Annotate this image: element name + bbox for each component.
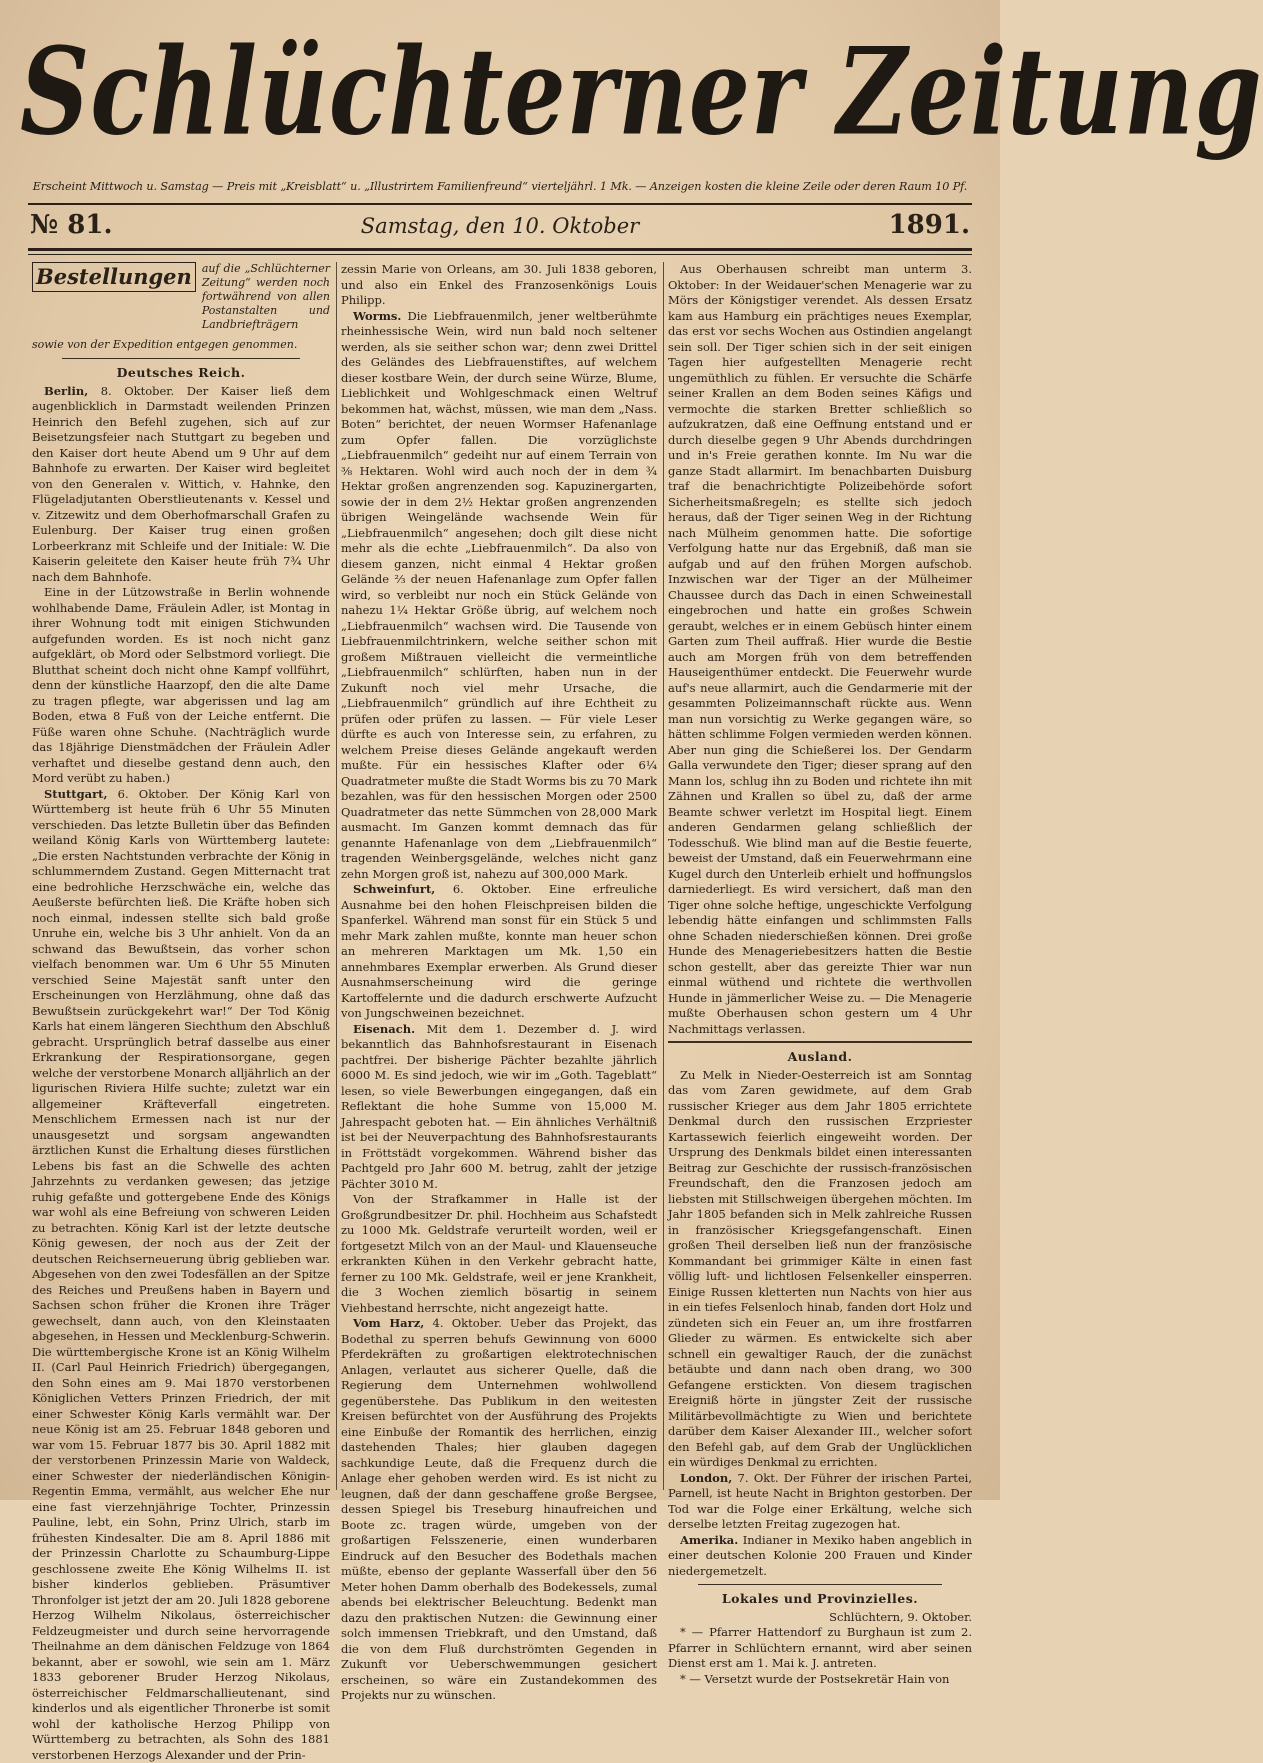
article-lead: Stuttgart, bbox=[44, 787, 107, 801]
article-lead: Vom Harz, bbox=[353, 1316, 424, 1330]
article-eisenach bbox=[341, 1022, 657, 1193]
issue-year: 1891. bbox=[889, 210, 970, 240]
section-heading: Ausland. bbox=[668, 1049, 972, 1065]
article-worms bbox=[341, 309, 657, 883]
section-heading: Deutsches Reich. bbox=[32, 365, 330, 381]
article-lead: Eisenach. bbox=[353, 1022, 415, 1036]
article-continuation: zessin Marie von Orleans, am 30. Juli 1838 geboren, und also ein Enkel des Franzosenkönigs Louis Philipp. bbox=[341, 262, 657, 309]
article-lead: Schweinfurt, bbox=[353, 882, 435, 896]
subscription-text: auf die „Schlüchterner Zeitung“ werden noch fortwährend von allen Postanstalten und Landbriefträgern bbox=[202, 262, 330, 332]
article-lead: Berlin, bbox=[44, 384, 88, 398]
column-2 bbox=[341, 262, 657, 1490]
column-divider bbox=[663, 262, 664, 1490]
rule-double-thin bbox=[28, 254, 972, 255]
divider bbox=[62, 358, 300, 359]
article-body: 8. Oktober. Der Kaiser ließ dem augenblicklich in Darmstadt weilenden Prinzen Heinrich den Befehl zugehen, sich auf zur Beisetzungsfeier nach Stuttgart zu begeben und den Kaiser dort heute Abend um 9 Uhr auf dem Bahnhofe zu erwarten. Der Kaiser wird begleitet von den Generalen v. Wittich, v. Hahnke, den Flügeladjutanten Oberstlieutenants v. Kessel und v. Zitzewitz und dem Oberhofmarschall Grafen zu Eulenburg. Der Kaiser trug einen großen Lorbeerkranz mit Schleife und der Initiale: W. Die Kaiserin geleitete den Kaiser heute früh 7¾ Uhr nach dem Bahnhofe. bbox=[32, 384, 330, 584]
subscription-text-cont: sowie von der Expedition entgegen genommen. bbox=[32, 338, 330, 352]
article-london bbox=[668, 1471, 972, 1533]
divider bbox=[668, 1041, 972, 1043]
dateline bbox=[30, 208, 970, 246]
article-body: 7. Okt. Der Führer der irischen Partei, Parnell, ist heute Nacht in Brighton gestorben. Der Tod war die Folge einer Erkältung, welche sich derselbe letzten Freitag zugezogen hat. bbox=[668, 1471, 972, 1532]
rule-double-thick bbox=[28, 248, 972, 251]
rule-top bbox=[28, 203, 972, 205]
article-lead: London, bbox=[680, 1471, 732, 1485]
local-item: * — Versetzt wurde der Postsekretär Hain von bbox=[668, 1672, 972, 1688]
article-schweinfurt bbox=[341, 882, 657, 1022]
article-lutzow: Eine in der Lützowstraße in Berlin wohnende wohlhabende Dame, Fräulein Adler, ist Montag in ihrer Wohnung todt mit einigen Stichwunden aufgefunden worden. Es ist noch nicht ganz aufgeklärt, ob Mord oder Selbstmord vorliegt. Die Blutthat scheint doch nicht ohne Kampf vollführt, denn der künstliche Haarzopf, den die alte Dame zu tragen pflegte, war abgerissen und lag am Boden, etwa 8 Fuß von der Leiche entfernt. Die Füße waren ohne Schuhe. (Nachträglich wurde das 18jährige Dienstmädchen der Fräulein Adler verhaftet und dieselbe gestand denn auch, den Mord verübt zu haben.) bbox=[32, 585, 330, 787]
article-body: 6. Oktober. Eine erfreuliche Ausnahme bei den hohen Fleischpreisen bilden die Spanferkel. Während man sonst für ein Stück 5 und mehr Mark zahlen mußte, konnte man heuer schon an mehreren Marktagen um Mk. 1,50 ein annehmbares Exemplar erwerben. Als Grund dieser Ausnahmserscheinung wird die geringe Kartoffelernte und die dadurch erschwerte Aufzucht von Jungschweinen bezeichnet. bbox=[341, 882, 657, 1020]
article-berlin bbox=[32, 384, 330, 586]
article-halle: Von der Strafkammer in Halle ist der Großgrundbesitzer Dr. phil. Hochheim aus Schafstedt zu 1000 Mk. Geldstrafe verurteilt worden, weil er fortgesetzt Milch von an der Maul- und Klauenseuche erkrankten Kühen in den Verkehr gebracht hatte, ferner zu 100 Mk. Geldstrafe, weil er jene Krankheit, die 3 Wochen ziemlich bösartig in seinem Viehbestand herrschte, nicht angezeigt hatte. bbox=[341, 1192, 657, 1316]
subscription-title: Bestellungen bbox=[32, 262, 196, 292]
article-lead: Amerika. bbox=[680, 1533, 738, 1547]
article-lead: Worms. bbox=[353, 309, 401, 323]
issue-number: № 81. bbox=[30, 210, 113, 240]
column-1 bbox=[32, 262, 330, 1490]
article-body: Die Liebfrauenmilch, jener weltberühmte rheinhessische Wein, wird nun bald noch seltener werden, als sie seither schon war; denn zwei Drittel des Geländes des Liebfrauenstiftes, auf welchem dieser kostbare Wein, der durch seine Würze, Blume, Lieblichkeit und Wohlgeschmack einen Weltruf bekommen hat, wächst, müssen, wie man dem „Nass. Boten“ berichtet, der neuen Wormser Hafenanlage zum Opfer fallen. Die vorzüglichste „Liebfrauenmilch“ gedeiht nur auf einem Terrain von ⅜ Hektaren. Wohl wird auch noch der in dem ¾ Hektar großen angrenzenden sog. Kapuzinergarten, sowie der in dem 2½ Hektar großen angrenzenden übrigen Weingelände wachsende Wein für „Liebfrauenmilch“ angesehen; doch gilt diese nicht mehr als die echte „Liebfrauenmilch“. Da also von diesem ganzen, nicht einmal 4 Hektar großen Gelände ⅔ der neuen Hafenanlage zum Opfer fallen wird, so verbleibt nur noch ein Stück Gelände von nahezu 1¼ Hektar Größe übrig, auf welchem noch „Liebfrauenmilch“ wachsen wird. Die Tausende von Liebfrauenmilchtrinkern, welche seither schon mit großem Mißtrauen vielleicht die vermeintliche „Liebfrauenmilch“ schlürften, haben nun in der Zukunft noch viel mehr Ursache, die „Liebfrauenmilch“ gründlich auf ihre Echtheit zu prüfen oder prüfen zu lassen. — Für viele Leser dürfte es auch von Interesse sein, zu erfahren, zu welchem Preise dieses Gelände angekauft werden mußte. Für ein hessisches Klafter oder 6¼ Quadratmeter mußte die Stadt Worms bis zu 70 Mark bezahlen, was für den hessischen Morgen oder 2500 Quadratmeter das nette Sümmchen von 28,000 Mark ausmacht. Im Ganzen kommt demnach das für genannte Hafenanlage von dem „Liebfrauenmilch“ tragenden Weinbergsgelände, welches nicht ganz zehn Morgen groß ist, nahezu auf 300,000 Mark. bbox=[341, 309, 657, 881]
subscription-notice bbox=[32, 262, 330, 332]
article-harz bbox=[341, 1316, 657, 1704]
local-item: * — Pfarrer Hattendorf zu Burghaun ist zum 2. Pfarrer in Schlüchtern ernannt, wird aber seinen Dienst erst am 1. Mai k. J. antreten. bbox=[668, 1625, 972, 1672]
issue-date: Samstag, den 10. Oktober bbox=[30, 214, 970, 238]
divider bbox=[698, 1584, 942, 1585]
section-heading: Lokales und Provinzielles. bbox=[668, 1591, 972, 1607]
local-dateline: Schlüchtern, 9. Oktober. bbox=[668, 1610, 972, 1626]
article-melk: Zu Melk in Nieder-Oesterreich ist am Sonntag das vom Zaren gewidmete, auf dem Grab russischer Krieger aus dem Jahr 1805 errichtete Denkmal durch den russischen Erzpriester Kartassewich feierlich eingeweiht worden. Der Ursprung des Denkmals bildet einen interessanten Beitrag zur Geschichte der russisch-französischen Freundschaft, den die Franzosen jedoch am liebsten mit Stillschweigen übergehen möchten. Im Jahr 1805 befanden sich in Melk zahlreiche Russen in französischer Kriegsgefangenschaft. Einen großen Theil derselben ließ nun der französische Kommandant bei grimmiger Kälte in einen fast völlig luft- und lichtlosen Felsenkeller einsperren. Einige Russen kletterten nun Nachts von hier aus in ein tiefes Felsenloch hinab, fanden dort Holz und zündeten sich ein Feuer an, um ihre frostfarren Glieder zu wärmen. Es entwickelte sich aber schnell ein gewaltiger Rauch, der die zunächst betäubte und dann nach oben drang, wo 300 Gefangene erstickten. Von diesem tragischen Ereigniß hörte in jüngster Zeit der russische Militärbevollmächtigte zu Wien und berichtete darüber dem Kaiser Alexander III., welcher sofort den Befehl gab, auf dem Grab der Unglücklichen ein würdiges Denkmal zu errichten. bbox=[668, 1068, 972, 1471]
article-body: Mit dem 1. Dezember d. J. wird bekanntlich das Bahnhofsrestaurant in Eisenach pachtfrei. Der bisherige Pächter bezahlte jährlich 6000 M. Es sind jedoch, wie wir im „Goth. Tageblatt“ lesen, so viele Bewerbungen eingegangen, daß ein Reflektant die hohe Summe von 15,000 M. Jahrespacht geboten hat. — Ein ähnliches Verhältniß ist bei der Neuverpachtung des Bahnhofsrestaurants in Fröttstädt vorgekommen. Während bisher das Pachtgeld pro Jahr 600 M. betrug, zahlt der jetzige Pächter 3010 M. bbox=[341, 1022, 657, 1191]
column-divider bbox=[336, 262, 337, 1490]
column-3 bbox=[668, 262, 972, 1490]
article-stuttgart bbox=[32, 787, 330, 1763]
masthead-title: Schlüchterner Zeitung bbox=[20, 0, 980, 197]
article-oberhausen: Aus Oberhausen schreibt man unterm 3. Oktober: In der Weidauer'schen Menagerie war zu Mörs der Königstiger verendet. Als dessen Ersatz kam aus Hamburg ein prächtiges neues Exemplar, das erst vor sechs Wochen aus Ostindien angelangt sein soll. Der Tiger schien sich in der seit einigen Tagen hier aufgestellten Menagerie recht ungemüthlich zu fühlen. Er versuchte die Schärfe seiner Krallen an dem Boden seines Käfigs und vermochte die starken Bretter schließlich so aufzukratzen, daß eine Oeffnung entstand und er durch dieselbe gegen 9 Uhr Abends durchdringen und in's Freie gerathen konnte. Im Nu war die ganze Stadt allarmirt. Im benachbarten Duisburg traf die benachrichtigte Polizeibehörde sofort Sicherheitsmaßregeln; es stellte sich jedoch heraus, daß der Tiger seinen Weg in der Richtung nach Mülheim genommen hatte. Die sofortige Verfolgung hatte nur das Ergebniß, daß man sie aufgab und auf den frühen Morgen aufschob. Inzwischen war der Tiger an der Mülheimer Chaussee durch das Dach in einen Schweinestall eingebrochen und hatte ein großes Schwein geraubt, welches er in einem Gebüsch hinter einem Garten zum Theil auffraß. Hier wurde die Bestie auch am Morgen früh von dem betreffenden Hauseigenthümer entdeckt. Die Feuerwehr wurde auf's neue allarmirt, auch die Gendarmerie mit der gesammten Polizeimannschaft rückte aus. Wenn man nun vorsichtig zu Werke gegangen wäre, so hätten schlimme Folgen vermieden werden können. Aber nun ging die Schießerei los. Der Gendarm Galla verwundete den Tiger; dieser sprang auf den Mann los, schlug ihn zu Boden und richtete ihn mit Zähnen und Krallen so übel zu, daß der arme Beamte schwer verletzt im Hospital liegt. Einem anderen Gendarmen gelang schließlich der Todesschuß. Wie blind man auf die Bestie feuerte, beweist der Umstand, daß ein Feuerwehrmann eine Kugel durch den Unterleib erhielt und hoffnungslos darniederliegt. Es wird versichert, daß man den Tiger ohne solche heftige, ungeschickte Verfolgung lebendig hätte einfangen und schlimmsten Falls ohne Schaden niederschießen können. Drei große Hunde des Menageriebesitzers hatten die Bestie schon gestellt, aber das gereizte Thier war nun einmal wüthend und richtete die werthvollen Hunde in jämmerlicher Weise zu. — Die Menagerie mußte Oberhausen schon gestern um 4 Uhr Nachmittags verlassen. bbox=[668, 262, 972, 1037]
article-amerika bbox=[668, 1533, 972, 1580]
article-body: 4. Oktober. Ueber das Projekt, das Bodethal zu sperren behufs Gewinnung von 6000 Pferdekräften zu großartigen elektrotechnischen Anlagen, verlautet aus sicherer Quelle, daß die Regierung dem Unternehmen wohlwollend gegenüberstehe. Das Publikum in den weitesten Kreisen befürchtet von der Ausführung des Projekts eine Einbuße der Romantik des herrlichen, einzig dastehenden Thales; hier glauben dagegen sachkundige Leute, daß die Frequenz durch die Anlage eher gehoben werden wird. Es ist nicht zu leugnen, daß der dann geschaffene große Bergsee, dessen Spiegel bis Treseburg hinaufreichen und Boote zc. tragen würde, umgeben von der großartigen Felsszenerie, einen wunderbaren Eindruck auf den Besucher des Bodethals machen müßte, ebenso der geplante Wasserfall über den 56 Meter hohen Damm oberhalb des Bodekessels, zumal abends bei elektrischer Beleuchtung. Bedenkt man dazu den praktischen Nutzen: die Gewinnung einer solch immensen Triebkraft, und den Umstand, daß die von dem Fluß durchströmten Gegenden in Zukunft vor Ueberschwemmungen gesichert erscheinen, so wäre ein Zustandekommen des Projekts nur zu wünschen. bbox=[341, 1316, 657, 1702]
article-body: Indianer in Mexiko haben angeblich in einer deutschen Kolonie 200 Frauen und Kinder niedergemetzelt. bbox=[668, 1533, 972, 1578]
masthead-subline: Erscheint Mittwoch u. Samstag — Preis mit „Kreisblatt“ u. „Illustrirtem Familienfreund“ vierteljährl. 1 Mk. — Anzeigen kosten die kleine Zeile oder deren Raum 10 Pf. bbox=[30, 180, 970, 193]
article-body: 6. Oktober. Der König Karl von Württemberg ist heute früh 6 Uhr 55 Minuten verschieden. Das letzte Bulletin über das Befinden weiland König Karls von Württemberg lautete: „Die ersten Nachtstunden verbrachte der König in schlummerndem Zustand. Gegen Mitternacht trat eine bedrohliche Herzschwäche ein, welche das Aeußerste befürchten ließ. Die Kräfte hoben sich noch einmal, indessen stellte sich bald große Unruhe ein, welche bis 3 Uhr anhielt. Von da an schwand das Bewußtsein, das vorher schon vielfach benommen war. Um 6 Uhr 55 Minuten verschied Seine Majestät sanft unter den Erscheinungen von Herzlähmung, ohne daß das Bewußtsein zurückgekehrt war!“ Der Tod König Karls hat einem längeren Siechthum den Abschluß gebracht. Ursprünglich betraf dasselbe aus einer Erkrankung der Respirationsorgane, gegen welche der verstorbene Monarch alljährlich an der ligurischen Riviera Hilfe suchte; zuletzt war ein allgemeiner Kräfteverfall eingetreten. Menschlichem Ermessen nach ist nur der unausgesetzt und sorgsam angewandten ärztlichen Kunst die Erhaltung dieses fürstlichen Lebens bis fast an die Schwelle des achten Jahrzehnts zu verdanken gewesen; das jetzige ruhig gefaßte und gottergebene Ende des Königs war wohl als eine Befreiung von schweren Leiden zu betrachten. König Karl ist der letzte deutsche König gewesen, der noch aus der Zeit der deutschen Reichserneuerung übrig geblieben war. Abgesehen von den zwei Todesfällen an der Spitze des Reiches und Preußens haben in Bayern und Sachsen schon früher die Kronen ihre Träger gewechselt, dann auch, von den Kleinstaaten abgesehen, in Hessen und Mecklenburg-Schwerin. Die württembergische Krone ist an König Wilhelm II. (Carl Paul Heinrich Friedrich) übergegangen, den Sohn eines am 9. Mai 1870 verstorbenen Königlichen Vetters Prinzen Friedrich, der mit einer Schwester König Karls vermählt war. Der neue König ist am 25. Februar 1848 geboren und war vom 15. Februar 1877 bis 30. April 1882 mit der verstorbenen Prinzessin Marie von Waldeck, einer Schwester der niederländischen Königin-Regentin Emma, vermählt, aus welcher Ehe nur eine fast vierzehnjährige Tochter, Prinzessin Pauline, lebt, ein Sohn, Prinz Ulrich, starb im frühesten Kindesalter. Die am 8. April 1886 mit der Prinzessin Charlotte zu Schaumburg-Lippe geschlossene zweite Ehe König Wilhelms II. ist bisher kinderlos geblieben. Präsumtiver Thronfolger ist jetzt der am 20. Juli 1828 geborene Herzog Wilhelm Nikolaus, österreichischer Feldzeugmeister und durch seine hervorragende Theilnahme an dem dänischen Feldzuge von 1864 bekannt, aber er sowohl, wie sein am 1. März 1833 geborener Bruder Herzog Nikolaus, österreichischer Feldmarschallieutenant, sind kinderlos und als eigentlicher Thronerbe ist somit wohl der katholische Herzog Philipp von Württemberg zu betrachten, als Sohn des 1881 verstorbenen Herzogs Alexander und der Prin- bbox=[32, 787, 330, 1762]
